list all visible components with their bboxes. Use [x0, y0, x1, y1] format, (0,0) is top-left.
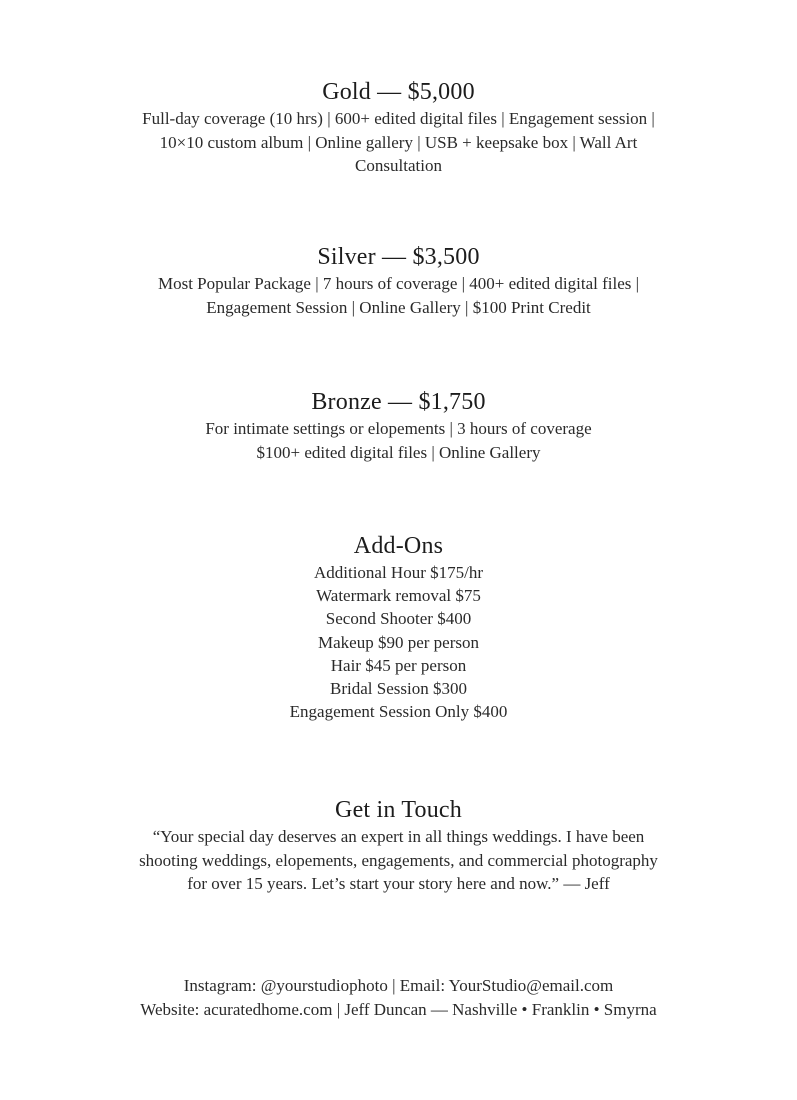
- contact-quote: [74, 825, 724, 896]
- silver-package: [0, 242, 797, 319]
- silver-package-description: [99, 272, 699, 319]
- gold-package: [0, 77, 797, 178]
- contact-section: [0, 795, 797, 896]
- footer: [0, 974, 797, 1021]
- silver-package-title: Silver — $3,500: [317, 244, 480, 270]
- addon-item: Additional Hour $175/hr: [313, 563, 484, 582]
- addon-item: Second Shooter $400: [325, 609, 472, 629]
- addon-item: Bridal Session $300: [330, 679, 467, 699]
- gold-line: Full-day coverage (10 hrs) | 600+ edited digital files | Engagement session |: [142, 109, 655, 128]
- addon-item: Watermark removal $75: [316, 586, 481, 606]
- gold-package-description: [89, 107, 709, 178]
- addon-item: Hair $45 per person: [330, 655, 467, 675]
- gold-line: Consultation: [355, 156, 442, 175]
- bronze-package-description: [139, 417, 659, 464]
- bronze-line: $100+ edited digital files | Online Gallery: [256, 442, 541, 462]
- bronze-line: For intimate settings or elopements | 3 hours of coverage: [205, 419, 592, 438]
- footer-social-email: Instagram: @yourstudiophoto | Email: YourStudio@email.com: [183, 976, 614, 995]
- addon-item: Engagement Session Only $400: [289, 702, 508, 722]
- footer-website-location: Website: acuratedhome.com | Jeff Duncan — Nashville • Franklin • Smyrna: [140, 999, 657, 1019]
- gold-package-title: Gold — $5,000: [322, 79, 475, 105]
- bronze-package: [0, 387, 797, 464]
- addons-section: [0, 531, 797, 723]
- quote-line: for over 15 years. Let’s start your story here and now.” — Jeff: [187, 874, 610, 893]
- silver-line: Engagement Session | Online Gallery | $100 Print Credit: [206, 297, 591, 317]
- contact-title: Get in Touch: [335, 797, 462, 823]
- addons-list: [0, 561, 797, 723]
- quote-line: “Your special day deserves an expert in all things weddings. I have been: [152, 827, 645, 846]
- silver-line: Most Popular Package | 7 hours of coverage | 400+ edited digital files |: [157, 274, 640, 293]
- gold-line: 10×10 custom album | Online gallery | USB + keepsake box | Wall Art: [159, 132, 638, 152]
- footer-contact-info: [49, 974, 749, 1021]
- bronze-package-title: Bronze — $1,750: [311, 389, 486, 415]
- addon-item: Makeup $90 per person: [318, 632, 479, 652]
- quote-line: shooting weddings, elopements, engagements, and commercial photography: [139, 850, 658, 870]
- addons-title: Add-Ons: [353, 533, 444, 559]
